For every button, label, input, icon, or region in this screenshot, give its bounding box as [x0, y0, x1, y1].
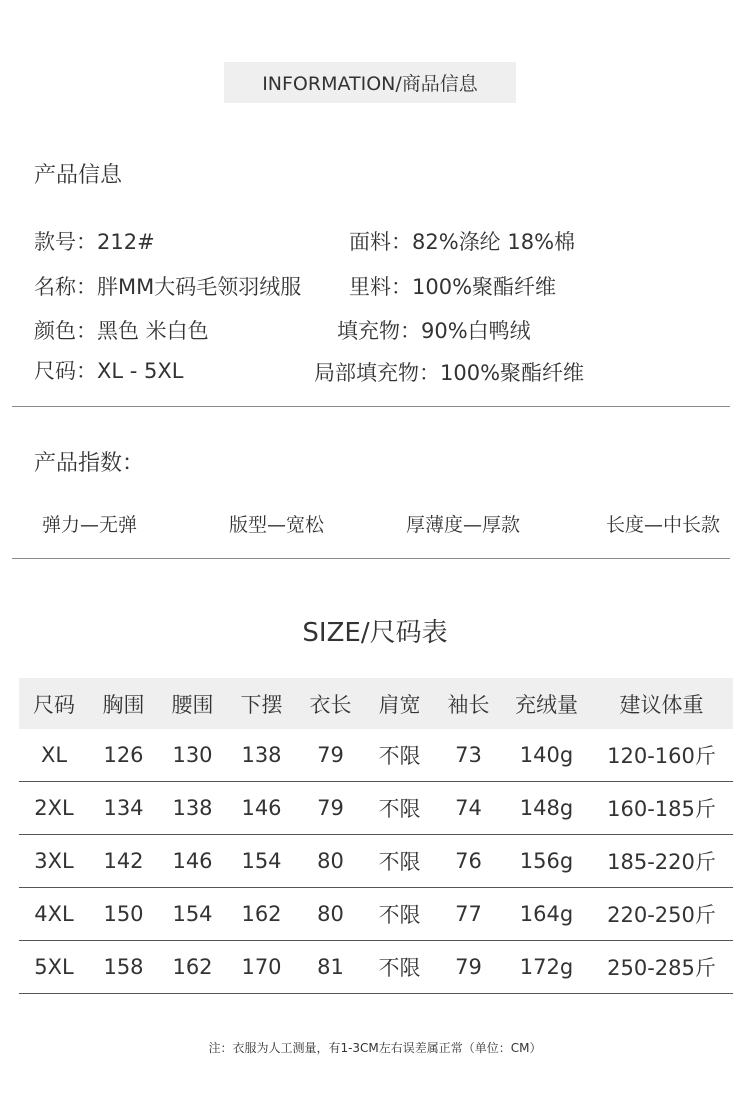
table-cell: 73: [434, 729, 503, 782]
size-range: 尺码：XL - 5XL: [34, 359, 184, 383]
header-cell: 尺码: [19, 678, 89, 729]
table-cell: 250-285斤: [590, 941, 733, 994]
table-cell: 142: [89, 835, 158, 888]
product-index-heading: 产品指数：: [34, 451, 145, 476]
header-banner: [224, 62, 516, 103]
size-chart-title: SIZE/尺码表: [302, 618, 448, 648]
table-cell: 146: [158, 835, 227, 888]
table-cell: 80: [296, 888, 365, 941]
header-title: INFORMATION/商品信息: [262, 73, 478, 95]
header-cell: 衣长: [296, 678, 365, 729]
table-cell: 148g: [503, 782, 590, 835]
table-cell: 160-185斤: [590, 782, 733, 835]
table-cell: 138: [227, 729, 296, 782]
table-cell: 77: [434, 888, 503, 941]
table-cell: 154: [227, 835, 296, 888]
header-cell: 腰围: [158, 678, 227, 729]
divider: [12, 558, 730, 559]
index-elasticity: 弹力—无弹: [42, 514, 138, 536]
table-cell: 79: [434, 941, 503, 994]
product-name: 名称：胖MM大码毛领羽绒服: [34, 275, 302, 299]
size-table: [19, 678, 733, 994]
table-cell: 158: [89, 941, 158, 994]
product-info-heading: 产品信息: [34, 163, 123, 188]
table-cell: 79: [296, 782, 365, 835]
table-cell: 76: [434, 835, 503, 888]
table-cell: 74: [434, 782, 503, 835]
table-row: [19, 729, 733, 782]
table-cell: 79: [296, 729, 365, 782]
table-cell: 150: [89, 888, 158, 941]
header-cell: 建议体重: [590, 678, 733, 729]
fabric: 面料：82%涤纶 18%棉: [349, 230, 576, 254]
table-cell: 3XL: [19, 835, 89, 888]
table-cell: 134: [89, 782, 158, 835]
index-fit: 版型—宽松: [229, 514, 325, 536]
table-cell: 170: [227, 941, 296, 994]
header-cell: 下摆: [227, 678, 296, 729]
table-cell: 81: [296, 941, 365, 994]
table-cell: 不限: [365, 729, 434, 782]
table-cell: 不限: [365, 835, 434, 888]
table-cell: 162: [227, 888, 296, 941]
table-row: [19, 782, 733, 835]
divider: [12, 406, 730, 407]
index-thickness: 厚薄度—厚款: [406, 514, 521, 536]
table-cell: 140g: [503, 729, 590, 782]
table-cell: 185-220斤: [590, 835, 733, 888]
table-cell: 120-160斤: [590, 729, 733, 782]
table-cell: 126: [89, 729, 158, 782]
lining: 里料：100%聚酯纤维: [349, 275, 557, 299]
style-number: 款号：212#: [34, 230, 155, 254]
table-row: [19, 941, 733, 994]
table-row: [19, 835, 733, 888]
measurement-note: 注：衣服为人工测量，有1-3CM左右误差属正常（单位：CM）: [208, 1041, 542, 1055]
table-row: [19, 888, 733, 941]
header-cell: 胸围: [89, 678, 158, 729]
filling: 填充物：90%白鸭绒: [337, 319, 531, 343]
table-cell: 80: [296, 835, 365, 888]
table-cell: 156g: [503, 835, 590, 888]
table-cell: 162: [158, 941, 227, 994]
index-length: 长度—中长款: [606, 514, 721, 536]
table-cell: 2XL: [19, 782, 89, 835]
table-cell: 154: [158, 888, 227, 941]
table-cell: 130: [158, 729, 227, 782]
table-cell: 不限: [365, 782, 434, 835]
table-cell: 220-250斤: [590, 888, 733, 941]
table-cell: 5XL: [19, 941, 89, 994]
color: 颜色：黑色 米白色: [34, 319, 209, 343]
table-cell: 146: [227, 782, 296, 835]
table-cell: 不限: [365, 941, 434, 994]
header-cell: 袖长: [434, 678, 503, 729]
table-cell: 164g: [503, 888, 590, 941]
size-table-header: [19, 678, 733, 729]
header-cell: 充绒量: [503, 678, 590, 729]
table-cell: 138: [158, 782, 227, 835]
table-cell: 不限: [365, 888, 434, 941]
table-cell: 172g: [503, 941, 590, 994]
header-cell: 肩宽: [365, 678, 434, 729]
table-cell: 4XL: [19, 888, 89, 941]
table-cell: XL: [19, 729, 89, 782]
partial-filling: 局部填充物：100%聚酯纤维: [314, 361, 585, 385]
